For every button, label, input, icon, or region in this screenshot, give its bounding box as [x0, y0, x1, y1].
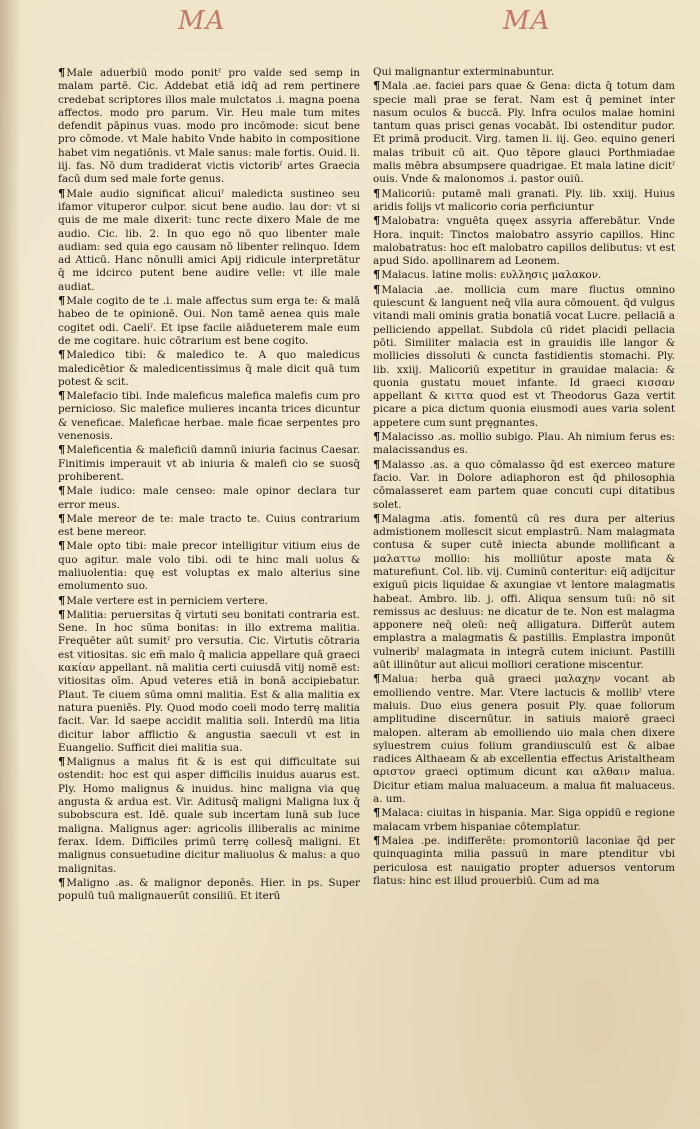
pilcrow-mark: ¶ — [58, 483, 66, 498]
right-text-column — [373, 66, 675, 888]
pilcrow-mark: ¶ — [373, 429, 381, 444]
entry-text: Maledico tibi: & maledico te. A quo maledicus maledicētior & maledicentissimus q̄ male dicit quā tum potest & scit. — [58, 349, 360, 388]
entry-text: Male cogito de te .i. male affectus sum erga te: & malā habeo de te opinionē. Oui. Non tamē aenea quis male cogitet odi. Caeliˀ. Et ipse facile aiādueterem male eum de me cogitare. huic cōtrarium est bene cogito. — [58, 295, 360, 347]
dictionary-entry — [373, 268, 675, 282]
entry-text: Malasso .as. a quo cōmalasso q̄d est exerceo mature facio. Var. in Dolore adiaphoron est q̄d philosophia cōmalasseret eam partem quae concuti cupi ditatibus solet. — [373, 458, 675, 511]
entry-text: Malacia .ae. mollicia cum mare fluctus omnino quiescunt & languent neq̄ vlla aura cōmouent. q̄d vulgus vitandi mali ominis gratia bonatiā vocat Lucre. pellaciā a pelliciendo appellat. Subdola cū ridet placidi pellacia pōti. Similiter malacia est in grauidis ille langor & mollicies dissoluti & cuncta fastidientis stomachi. Ply. lib. xxiij. Malicoriū expetitur in grauidae malacia: & quonia gustatu mouet infante. Id graeci κισσαν appellant & κιττα quod est vt Theodorus Gaza vertit picare a pica dictum quonia eiusmodi aues varia solent appetere cum sunt pręgnantes. — [373, 283, 675, 429]
entry-text: Malefacio tibi. Inde maleficus malefica malefis cum pro pernicioso. Sic malefice mulieres incanta trices dicuntur & veneficae. Maleficae herbae. male ficae serpentes pro venenosis. — [58, 390, 360, 443]
dictionary-entry — [58, 187, 360, 294]
entry-text: Malacisso .as. mollio subigo. Plau. Ah nimium ferus es: malacissandus es. — [373, 431, 675, 457]
entry-text: Malea .pe. indifferēte: promontoriū laconiae q̄d per quinquaginta milia passuū in mare ptenditur vbi periculosa est nauigatio propter aduersos ventorum flatus: hinc est illud prouerbiū. Cum ad ma — [373, 834, 675, 887]
dictionary-entry — [58, 876, 360, 904]
dictionary-entry — [58, 608, 360, 755]
pilcrow-mark: ¶ — [373, 78, 381, 93]
dictionary-entry — [58, 66, 360, 187]
dictionary-entry — [373, 806, 675, 834]
pilcrow-mark: ¶ — [58, 592, 66, 607]
entry-text: Malua: herba quā graeci μαλαχην vocant ab emolliendo ventre. Mar. Vtere lactucis & mollibˀ vtere maluis. Duo eius genera posuit Ply. quae foliorum amplitudine discernūtur. in satiuis maiorē graeci malopen. alteram ab emolliendo uio mala chen dixere syluestrem cuius folium grandiusculū est & albae radices Althaeam & ab excellentia effectus Aristaltheam αριστον graeci optimum dicunt και αλθαιν malua. Dicitur etiam malua maluaceum. a malua fit maluaceus. a. um. — [373, 673, 675, 806]
entry-text: Malaca: ciuitas in hispania. Mar. Siga oppidū e regione malacam vrbem hispaniae cōtemplatur. — [373, 807, 675, 833]
dictionary-entry — [58, 443, 360, 484]
pilcrow-mark: ¶ — [58, 347, 66, 362]
entry-text: Malobatra: vnguēta quęex assyria afferebātur. Vnde Hora. inquit: Tinctos malobatro assyrio capillos. Hinc malobatratus: hoc eſt malobatro capillos delibutus: vt est apud Sido. apollinarem ad Leonem. — [373, 215, 675, 268]
dictionary-entry — [373, 672, 675, 806]
pilcrow-mark: ¶ — [373, 671, 381, 686]
entry-text: Male audio significat alicuiˀ maledicta sustineo seu ifamor vituperor culpor. sicut bene audio. lau dor: vt si quis de me male dixerit: tunc recte dixero Male de me audio. Cic. lib. 2. In quo ego nō quo libenter male audiam: sed quia ego causam nō libenter relinquo. Idem ad Atticū. Hanc nōnulli amici Apij ridicule interpretātur q̄ me idcirco putent bene audire velle: vt ille male audiat. — [58, 187, 360, 293]
entry-text: Male aduerbiū modo ponitˀ pro valde sed semp in malam partē. Cic. Addebat etiā idq̄ ad rem pertinere credebat scriptores illos male mulctatos .i. magna poena affectos. modo pro parum. Vir. Heu male tum mites defendit pāpinus vuas. modo pro incōmode: sicut bene pro cōmode. vt Male habito Vnde habito in compositione habet vim negatiōnis. vt Male sanus: male fortis. Ouid. li. iij. fas. Nō dum tradiderat victis victoribˀ artes Graecia facū dum sed male forte genus. — [58, 67, 360, 186]
entry-text: Male iudico: male censeo: male opinor declara tur error meus. — [58, 485, 360, 511]
dictionary-entry — [58, 539, 360, 593]
dictionary-entry — [373, 79, 675, 186]
pilcrow-mark: ¶ — [373, 510, 381, 525]
entry-text: Malagma .atis. fomentū cū res dura per alterius admistionem mollescit sicut emplastrū. Nam malagmata contusa & super cutē iniecta abunde mollificant a μαλαττω mollio: his molliūtur aposte mata & maturefiunt. Col. lib. vij. Cuminū conteritur: eiq̄ adijcitur exiguū picis liquidae & axungiae vt lentore malagmatis habeat. Ambro. lib. j. offi. Aliqua sensum tuū: nō sit remissus ac desluus: ne dicatur de te. Non est malagma apponere neq̄ oleū: neq̄ alligatura. Differūt autem emplastra a malagmatis & pastillis. Emplastra imponūt vulneribˀ malagmata in integrā cutem iniciunt. Pastilli aūt illinūtur aut alicui molliori ceratione miscentur. — [373, 512, 675, 672]
dictionary-entry — [373, 214, 675, 268]
pilcrow-mark: ¶ — [373, 213, 381, 228]
dictionary-entry — [58, 594, 360, 608]
running-head-right: MA — [503, 6, 551, 36]
pilcrow-mark: ¶ — [58, 185, 66, 200]
dictionary-entry — [58, 389, 360, 443]
dictionary-entry — [373, 458, 675, 512]
entry-text: Qui malignantur exterminabuntur. — [373, 66, 555, 78]
entry-text: Mala .ae. faciei pars quae & Gena: dicta q̄ totum dam specie mali prae se ferat. Nam est q̄ peminet inter nasum oculos & buccā. Ply. Infra oculos malae homini tantum quas prisci genas vocabāt. Ibi ostenditur pudor. Et primā producit. Virg. tamen li. iij. Geo. equino generi malas tribuit cū ait. Quo tēpore glauci Porthmiadae malis mēbra absumpsere quadrigae. Et mala latine dicitˀ ouis. Vnde & malonomos .i. pastor ouiū. — [373, 80, 675, 186]
pilcrow-mark: ¶ — [373, 267, 381, 282]
pilcrow-mark: ¶ — [58, 874, 66, 889]
entry-text: Malicoriū: putamē mali granati. Ply. lib. xxiij. Huius aridis folijs vt malicorio coria perficiuntur — [373, 187, 675, 213]
pilcrow-mark: ¶ — [58, 442, 66, 457]
pilcrow-mark: ¶ — [373, 805, 381, 820]
dictionary-entry — [58, 755, 360, 876]
entry-text: Malitia: peruersitas q̄ virtuti seu bonitati contraria est. Sene. In hoc sūma bonitas: in illo extrema malitia. Frequēter aūt sumitˀ pro versutia. Cic. Virtutis cōtraria est vitiositas. sic em̄ malo q̄ malicia appellare quā graeci κακίαν appellant. nā malitia certi cuiusdā vitij nomē est: vitiositas oīm. Apud veteres etiā in bonā accipiebatur. Plaut. Te ciuem sūma omni malitia. Est & alia malitia ex natura pueniēs. Ply. Quod modo coeli modo terrę malitia facit. Var. Id saepe accidit malitia soli. Interdū ma litia dicitur labor afflictio & angustia saeculi vt est in Euangelio. Sufficit diei malitia sua. — [58, 608, 360, 754]
pilcrow-mark: ¶ — [58, 510, 66, 525]
dictionary-entry — [373, 66, 675, 79]
dictionary-entry — [373, 430, 675, 458]
entry-text: Male mereor de te: male tracto te. Cuius contrarium est bene mereor. — [58, 512, 360, 539]
pilcrow-mark: ¶ — [58, 293, 66, 308]
pilcrow-mark: ¶ — [373, 281, 381, 296]
running-head-left: MA — [178, 6, 226, 36]
entry-text: Male vertere est in perniciem vertere. — [66, 594, 268, 607]
dictionary-entry — [58, 484, 360, 512]
dictionary-entry — [58, 512, 360, 540]
pilcrow-mark: ¶ — [373, 456, 381, 471]
pilcrow-mark: ¶ — [58, 388, 66, 403]
dictionary-entry — [58, 294, 360, 348]
pilcrow-mark: ¶ — [58, 538, 66, 553]
entry-text: Maleficentia & maleficiū damnū iniuria facinus Caesar. Finitimis imperauit vt ab iniuria & malefi cio se suosq̄ prohiberent. — [58, 444, 360, 483]
entry-text: Male opto tibi: male precor intelligitur vitium eius de quo agitur. male volo tibi. odi te hinc mali uolus & maliuolentia: quę est voluptas ex malo alterius sine emolumento suo. — [58, 540, 360, 593]
pilcrow-mark: ¶ — [373, 185, 381, 200]
pilcrow-mark: ¶ — [58, 754, 66, 769]
entry-text: Malacus. latine molis: ευλλησις μαλακον. — [381, 269, 602, 282]
dictionary-entry — [373, 283, 675, 430]
pilcrow-mark: ¶ — [373, 832, 381, 847]
left-text-column — [58, 66, 360, 903]
dictionary-entry — [373, 187, 675, 215]
dictionary-entry — [373, 512, 675, 673]
dictionary-entry — [373, 834, 675, 888]
dictionary-entry — [58, 348, 360, 389]
entry-text: Malignus a malus fit & is est qui difficultate sui ostendit: hoc est qui asper difficilis inuidus auarus est. Ply. Homo malignus & inuidus. hinc maligna via quę angusta & ardua est. Vir. Aditusq̄ maligni Maligna lux q̄ subobscura est. Idē. quale sub incertam lunā sub luce maligna. Malignus ager: agricolis illiberalis ac minime ferax. Idem. Difficiles primū terrę collesq̄ maligni. Et malignus consuetudine dicitur maliuolus & malus: a quo malignitas. — [58, 756, 360, 875]
pilcrow-mark: ¶ — [58, 606, 66, 621]
entry-text: Maligno .as. & malignor deponēs. Hier. in ps. Super populū tuū malignauerūt consiliū. Et iterū — [58, 876, 360, 903]
pilcrow-mark: ¶ — [58, 65, 66, 79]
